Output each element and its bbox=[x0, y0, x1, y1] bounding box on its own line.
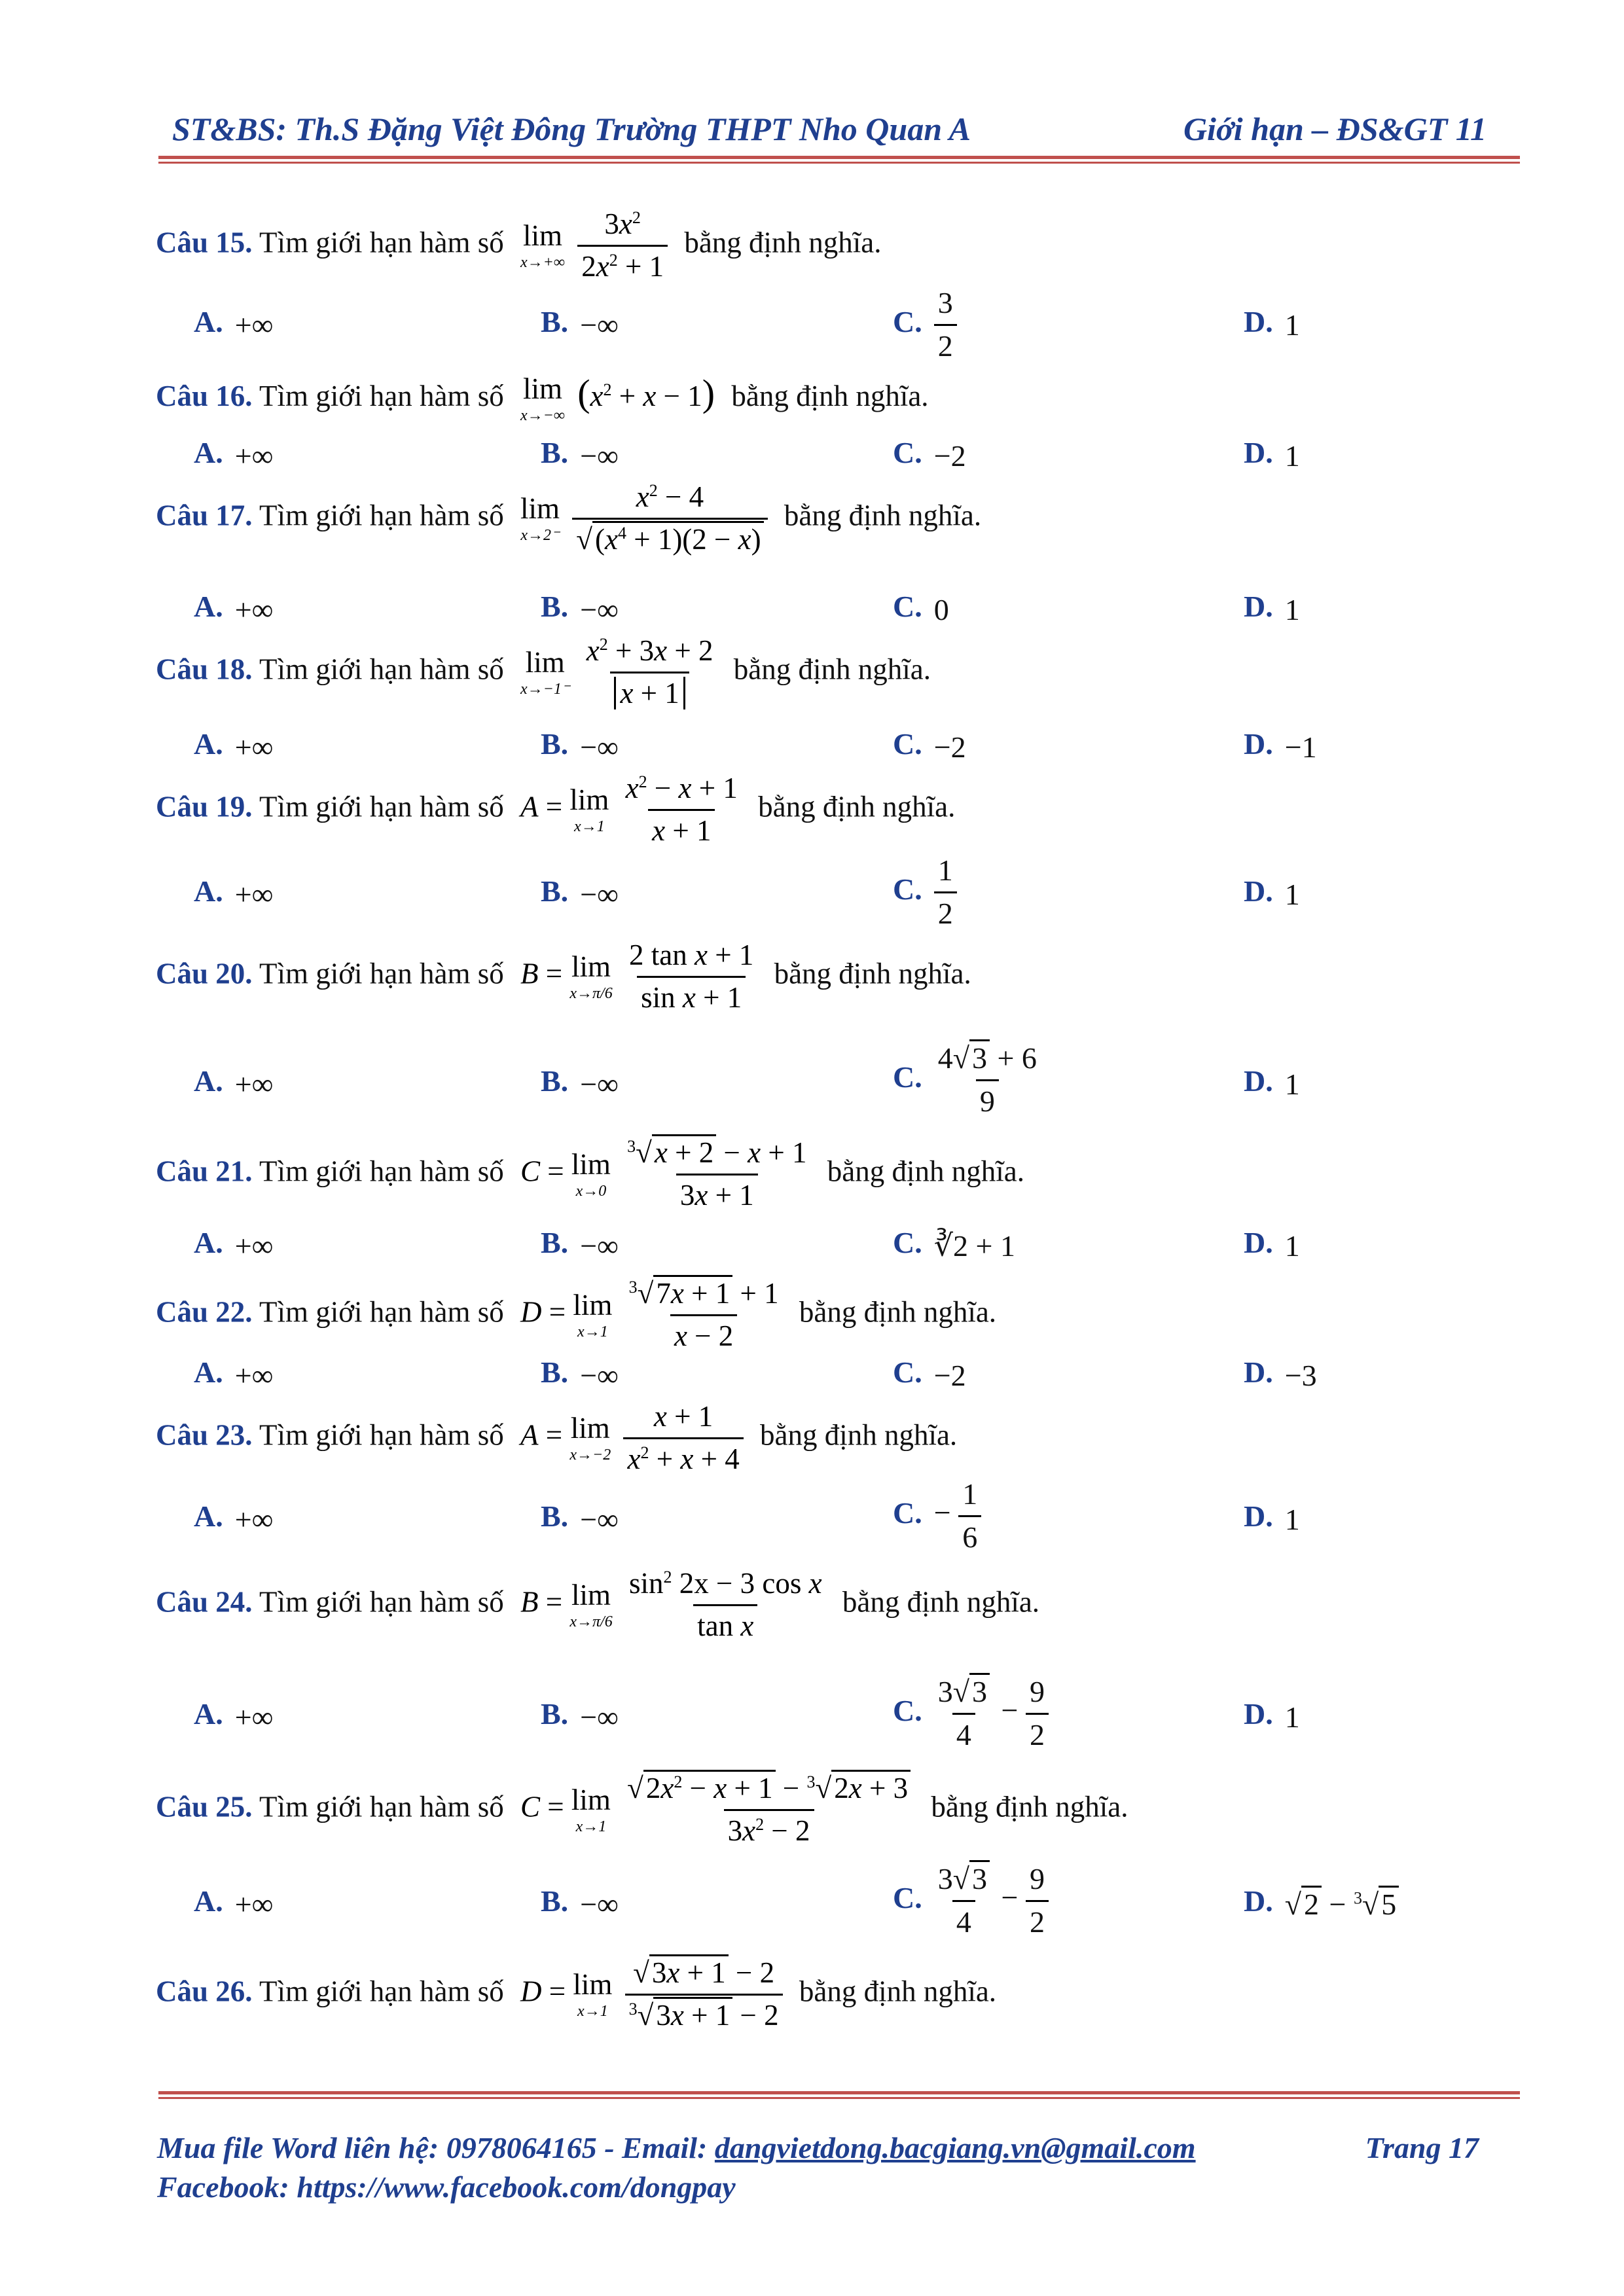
q24-option-a[interactable]: A. +∞ bbox=[194, 1697, 274, 1734]
question-15-expression: lim x→+∞ $\frac{3x^2}{2x^2 + 1}$ bbox=[520, 208, 668, 283]
q20-option-a[interactable]: A. +∞ bbox=[194, 1064, 274, 1101]
q22-option-b[interactable]: B. −∞ bbox=[541, 1355, 619, 1392]
q17-option-a[interactable]: A. +∞ bbox=[194, 590, 274, 626]
q25-option-d[interactable]: D. √2 − $^3$√5 bbox=[1244, 1884, 1399, 1922]
q21-option-c[interactable]: C. ∛2 + 1 bbox=[893, 1226, 1015, 1263]
q15-option-a[interactable]: A. +∞ bbox=[194, 305, 274, 342]
question-15: Câu 15. Tìm giới hạn hàm số lim x→+∞ $\frac{3x^2}{2x^2 + 1}$ bằng định nghĩa. bbox=[156, 207, 882, 283]
q16-option-a[interactable]: A. +∞ bbox=[194, 436, 274, 473]
question-19-expression: A = lim x→1 $\frac{x^2 - x + 1}{x + 1}$ bbox=[520, 772, 738, 847]
q25-option-a[interactable]: A. +∞ bbox=[194, 1884, 274, 1921]
footer-contact: Mua file Word liên hệ: 0978064165 - Email: dangvietdong.bacgiang.vn@gmail.com bbox=[157, 2131, 1196, 2164]
question-25-expression: C = lim x→1 $\frac{√2x^2 - x + 1 - ^3√2x + 3}{3x^2 - 2}$ bbox=[520, 1772, 914, 1847]
footer-rule bbox=[158, 2091, 1520, 2094]
q19-option-a[interactable]: A. +∞ bbox=[194, 874, 274, 911]
q20-option-b[interactable]: B. −∞ bbox=[541, 1064, 619, 1101]
q17-option-d[interactable]: D. 1 bbox=[1244, 590, 1300, 626]
q18-option-c[interactable]: C. −2 bbox=[893, 727, 966, 764]
footer-email-link[interactable]: dangvietdong.bacgiang.vn@gmail.com bbox=[714, 2131, 1196, 2164]
question-18-expression: lim x→−1⁻ $\frac{x^2 + 3x + 2}{x + 1}$ bbox=[520, 634, 713, 709]
page-header bbox=[0, 110, 1624, 156]
q17-option-c[interactable]: C. 0 bbox=[893, 590, 949, 626]
q22-option-a[interactable]: A. +∞ bbox=[194, 1355, 274, 1392]
page-number: Trang 17 bbox=[1365, 2131, 1479, 2164]
q24-option-b[interactable]: B. −∞ bbox=[541, 1697, 619, 1734]
q20-option-d[interactable]: D. 1 bbox=[1244, 1064, 1300, 1101]
q21-option-d[interactable]: D. 1 bbox=[1244, 1226, 1300, 1263]
question-24-expression: B = lim x→π/6 $\frac{\sin^2 2x - 3 \cos x}{\text{tan x}}$ bbox=[520, 1567, 822, 1642]
question-17-expression: lim x→2⁻ $\frac{x^2 - 4}{√(x^4 + 1)(2 - x)}$ bbox=[520, 481, 768, 556]
question-20-expression: B = lim x→π/6 $\frac{\text{2 tan x + 1}}{\text{sin x + 1}}$ bbox=[520, 939, 754, 1014]
question-22-expression: D = lim x→1 $\frac{^3√7x + 1 + 1}{x - 2}$ bbox=[520, 1278, 783, 1352]
q15-c-value: $\frac{3}{2}$ bbox=[934, 287, 957, 363]
q18-option-a[interactable]: A. +∞ bbox=[194, 727, 274, 764]
q15-option-b[interactable]: B. −∞ bbox=[541, 305, 619, 342]
footer-rule-thin bbox=[158, 2097, 1520, 2099]
q15-option-d[interactable]: D. 1 bbox=[1244, 305, 1300, 342]
q16-option-c[interactable]: C. −2 bbox=[893, 436, 966, 473]
q23-option-a[interactable]: A. +∞ bbox=[194, 1499, 274, 1536]
q19-option-c[interactable]: C. $\frac{1}{2}$ bbox=[893, 854, 957, 930]
header-right: Giới hạn – ĐS&GT 11 bbox=[1183, 111, 1487, 147]
question-16-expression: lim x→−∞ $(x^2 + x - 1)$ bbox=[520, 372, 715, 425]
question-20: Câu 20. Tìm giới hạn hàm số B = lim x→π/6 $\frac{\text{2 tan x + 1}}{\text{sin x + 1}}$ bằng định nghĩa. bbox=[156, 939, 971, 1014]
footer-facebook[interactable]: Facebook: https://www.facebook.com/dongpay bbox=[157, 2170, 736, 2204]
q19-option-b[interactable]: B. −∞ bbox=[541, 874, 619, 911]
q22-option-c[interactable]: C. −2 bbox=[893, 1355, 966, 1392]
question-23-expression: A = lim x→−2 $\frac{x + 1}{x^2 + x + 4}$ bbox=[520, 1401, 744, 1475]
question-26-expression: D = lim x→1 $\frac{√3x + 1 - 2}{^3√3x + 1 - 2}$ bbox=[520, 1957, 783, 2032]
q23-option-c[interactable]: C. − $\frac{1}{6}$ bbox=[893, 1478, 981, 1554]
header-left: ST&BS: Th.S Đặng Việt Đông Trường THPT Nho Quan A bbox=[172, 111, 971, 147]
question-26: Câu 26. Tìm giới hạn hàm số D = lim x→1 $\frac{√3x + 1 - 2}{^3√3x + 1 - 2}$ bằng định nghĩa. bbox=[156, 1957, 996, 2032]
question-17: Câu 17. Tìm giới hạn hàm số lim x→2⁻ $\frac{x^2 - 4}{√(x^4 + 1)(2 - x)}$ bằng định nghĩa. bbox=[156, 480, 982, 556]
q19-option-d[interactable]: D. 1 bbox=[1244, 874, 1300, 911]
q23-option-b[interactable]: B. −∞ bbox=[541, 1499, 619, 1536]
question-22: Câu 22. Tìm giới hạn hàm số D = lim x→1 $\frac{^3√7x + 1 + 1}{x - 2}$ bằng định nghĩa. bbox=[156, 1278, 996, 1352]
question-25: Câu 25. Tìm giới hạn hàm số C = lim x→1 $\frac{√2x^2 - x + 1 - ^3√2x + 3}{3x^2 - 2}$ bằng định nghĩa. bbox=[156, 1772, 1128, 1847]
q16-option-d[interactable]: D. 1 bbox=[1244, 436, 1300, 473]
header-rule bbox=[158, 156, 1520, 159]
q16-option-b[interactable]: B. −∞ bbox=[541, 436, 619, 473]
question-18: Câu 18. Tìm giới hạn hàm số lim x→−1⁻ $\frac{x^2 + 3x + 2}{x + 1}$ bằng định nghĩa. bbox=[156, 634, 931, 709]
q15-option-c[interactable]: C. $\frac{3}{2}$ bbox=[893, 287, 957, 363]
q18-option-d[interactable]: D. −1 bbox=[1244, 727, 1317, 764]
question-21-expression: C = lim x→0 $\frac{^3√x + 2 - x + 1}{3x + 1}$ bbox=[520, 1137, 811, 1211]
q25-option-b[interactable]: B. −∞ bbox=[541, 1884, 619, 1921]
question-19: Câu 19. Tìm giới hạn hàm số A = lim x→1 $\frac{x^2 - x + 1}{x + 1}$ bằng định nghĩa. bbox=[156, 772, 956, 847]
question-24: Câu 24. Tìm giới hạn hàm số B = lim x→π/6 $\frac{\sin^2 2x - 3 \cos x}{\text{tan x}}$ bằng định nghĩa. bbox=[156, 1567, 1040, 1642]
q22-option-d[interactable]: D. −3 bbox=[1244, 1355, 1317, 1392]
q24-option-d[interactable]: D. 1 bbox=[1244, 1697, 1300, 1734]
question-16: Câu 16. Tìm giới hạn hàm số lim x→−∞ $(x^2 + x - 1)$ bằng định nghĩa. bbox=[156, 372, 929, 425]
question-23: Câu 23. Tìm giới hạn hàm số A = lim x→−2 $\frac{x + 1}{x^2 + x + 4}$ bằng định nghĩa. bbox=[156, 1400, 958, 1475]
q24-option-c[interactable]: C. $\frac{3√3}{4}$ − $\frac{9}{2}$ bbox=[893, 1676, 1049, 1751]
q17-option-b[interactable]: B. −∞ bbox=[541, 590, 619, 626]
q18-option-b[interactable]: B. −∞ bbox=[541, 727, 619, 764]
q21-option-b[interactable]: B. −∞ bbox=[541, 1226, 619, 1263]
q20-option-c[interactable]: C. $\frac{4√3 + 6}{9}$ bbox=[893, 1042, 1041, 1118]
q23-option-d[interactable]: D. 1 bbox=[1244, 1499, 1300, 1536]
q25-option-c[interactable]: C. $\frac{3√3}{4}$ − $\frac{9}{2}$ bbox=[893, 1863, 1049, 1939]
question-21: Câu 21. Tìm giới hạn hàm số C = lim x→0 $\frac{^3√x + 2 - x + 1}{3x + 1}$ bằng định nghĩa. bbox=[156, 1137, 1024, 1211]
header-rule-thin bbox=[158, 162, 1520, 164]
q21-option-a[interactable]: A. +∞ bbox=[194, 1226, 274, 1263]
